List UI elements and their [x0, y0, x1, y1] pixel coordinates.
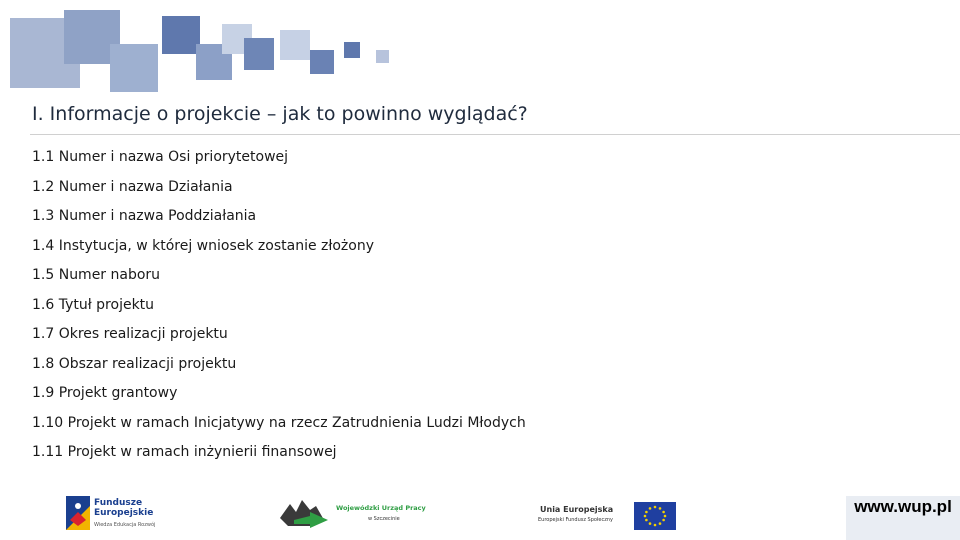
list-item: 1.9 Projekt grantowy — [32, 385, 178, 401]
ue-logo-line2: Europejski Fundusz Społeczny — [538, 517, 613, 523]
list-item: 1.3 Numer i nazwa Poddziałania — [32, 208, 257, 224]
wup-logo-line1: Wojewódzki Urząd Pracy — [336, 504, 426, 512]
fe-logo-line1: Fundusze — [94, 498, 143, 508]
info-list — [32, 146, 526, 471]
eu-flag-icon — [634, 502, 676, 530]
eu-logo — [538, 492, 678, 534]
list-item: 1.7 Okres realizacji projektu — [32, 326, 228, 342]
list-item: 1.2 Numer i nazwa Działania — [32, 178, 233, 195]
slide-title: I. Informacje o projekcie – jak to powinno wyglądać? — [32, 103, 528, 125]
list-item: 1.5 Numer naboru — [32, 267, 161, 283]
website-link[interactable]: www.wup.pl — [846, 496, 960, 540]
fe-logo-line3: Wiedza Edukacja Rozwój — [94, 522, 156, 528]
list-item: 1.8 Obszar realizacji projektu — [32, 355, 237, 372]
list-item: 1.11 Projekt w ramach inżynierii finansowej — [32, 444, 337, 460]
list-item: 1.6 Tytuł projektu — [32, 296, 155, 313]
wup-emblem-icon — [280, 498, 330, 528]
list-item: 1.1 Numer i nazwa Osi priorytetowej — [32, 149, 289, 165]
fe-logo-line2: Europejskie — [94, 508, 154, 518]
list-item: 1.10 Projekt w ramach Inicjatywy na rzecz Zatrudnienia Ludzi Młodych — [32, 414, 526, 431]
ue-logo-line1: Unia Europejska — [540, 505, 614, 514]
fe-emblem-icon — [66, 496, 90, 530]
wup-logo — [280, 492, 430, 534]
list-item: 1.4 Instytucja, w której wniosek zostanie złożony — [32, 237, 374, 254]
wup-logo-line2: w Szczecinie — [368, 516, 400, 522]
fundusze-europejskie-logo — [66, 492, 178, 534]
